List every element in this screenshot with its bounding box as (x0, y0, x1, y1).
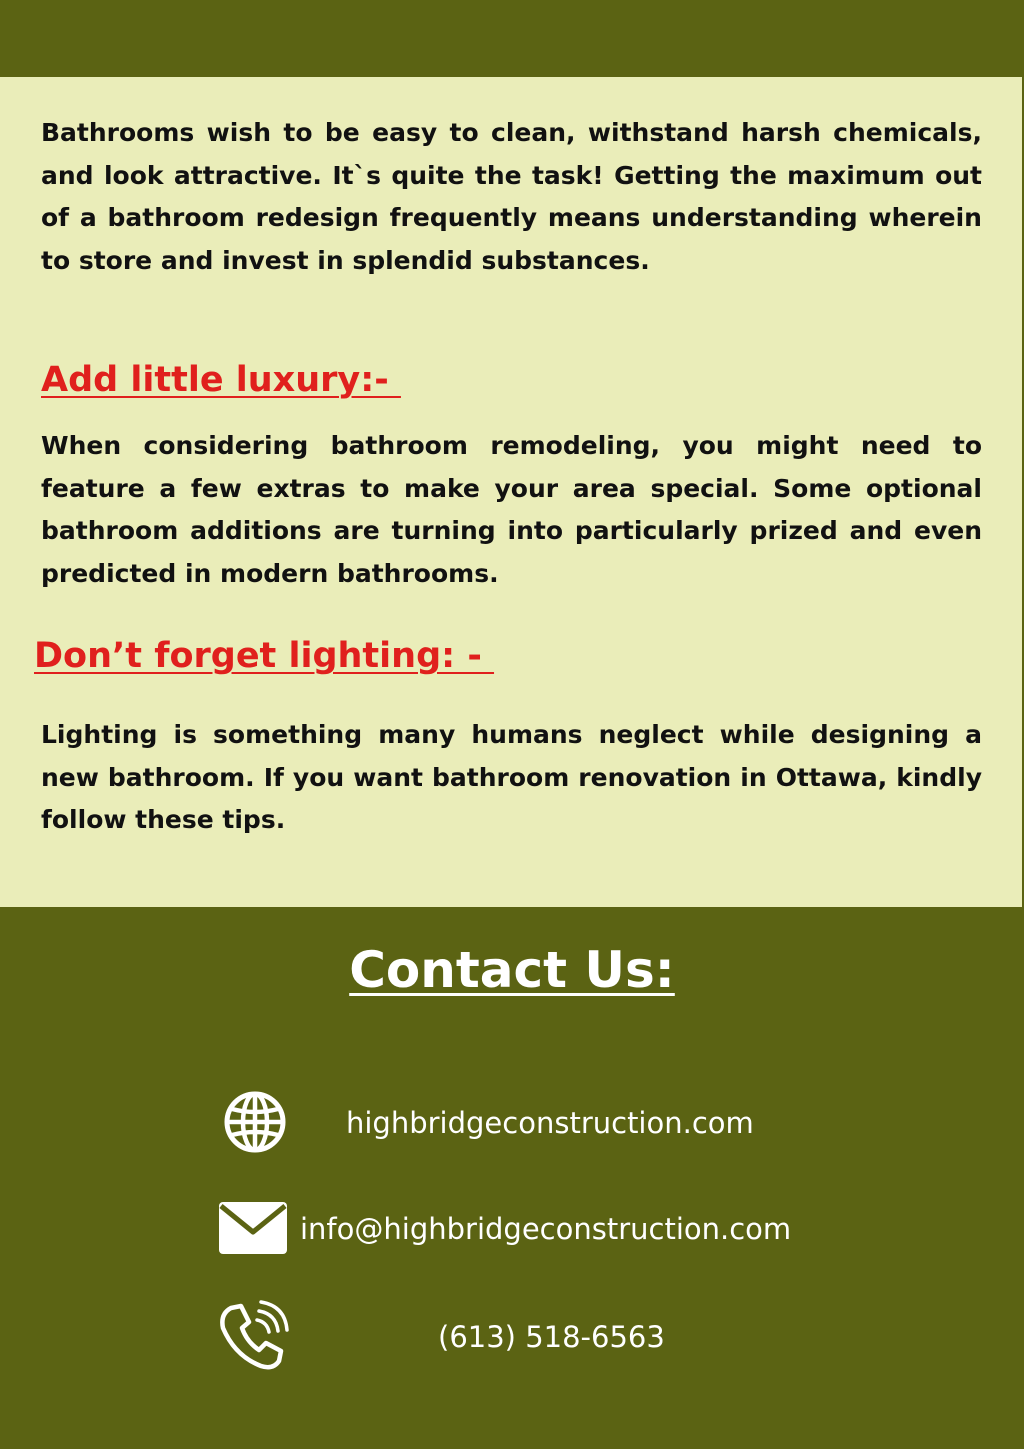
section-body-luxury: When considering bathroom remodeling, you might need to feature a few extras to make your area special. Some optional bathroom additions are turning into particularly prized and even predicted in modern bathrooms. (41, 431, 982, 588)
email-link[interactable]: info@highbridgeconstruction.com (300, 1212, 792, 1246)
contact-title: Contact Us: (349, 941, 675, 999)
globe-icon (223, 1090, 287, 1154)
mail-icon (217, 1200, 289, 1256)
section-body-lighting: Lighting is something many humans neglect while designing a new bathroom. If you want bathroom renovation in Ottawa, kindly follow these tips. (41, 720, 982, 834)
section-heading-luxury: Add little luxury:- (41, 360, 401, 400)
website-link[interactable]: highbridgeconstruction.com (346, 1106, 754, 1140)
section-heading-lighting: Don’t forget lighting: - (34, 636, 495, 676)
intro-paragraph: Bathrooms wish to be easy to clean, withstand harsh chemicals, and look attractive. It`s quite the task! Getting the maximum out of a bathroom redesign frequently means understanding wherein to store and invest in splendid substances. (41, 118, 982, 275)
phone-icon (217, 1300, 289, 1372)
header-band (0, 0, 1024, 77)
phone-number[interactable]: (613) 518-6563 (438, 1320, 665, 1354)
